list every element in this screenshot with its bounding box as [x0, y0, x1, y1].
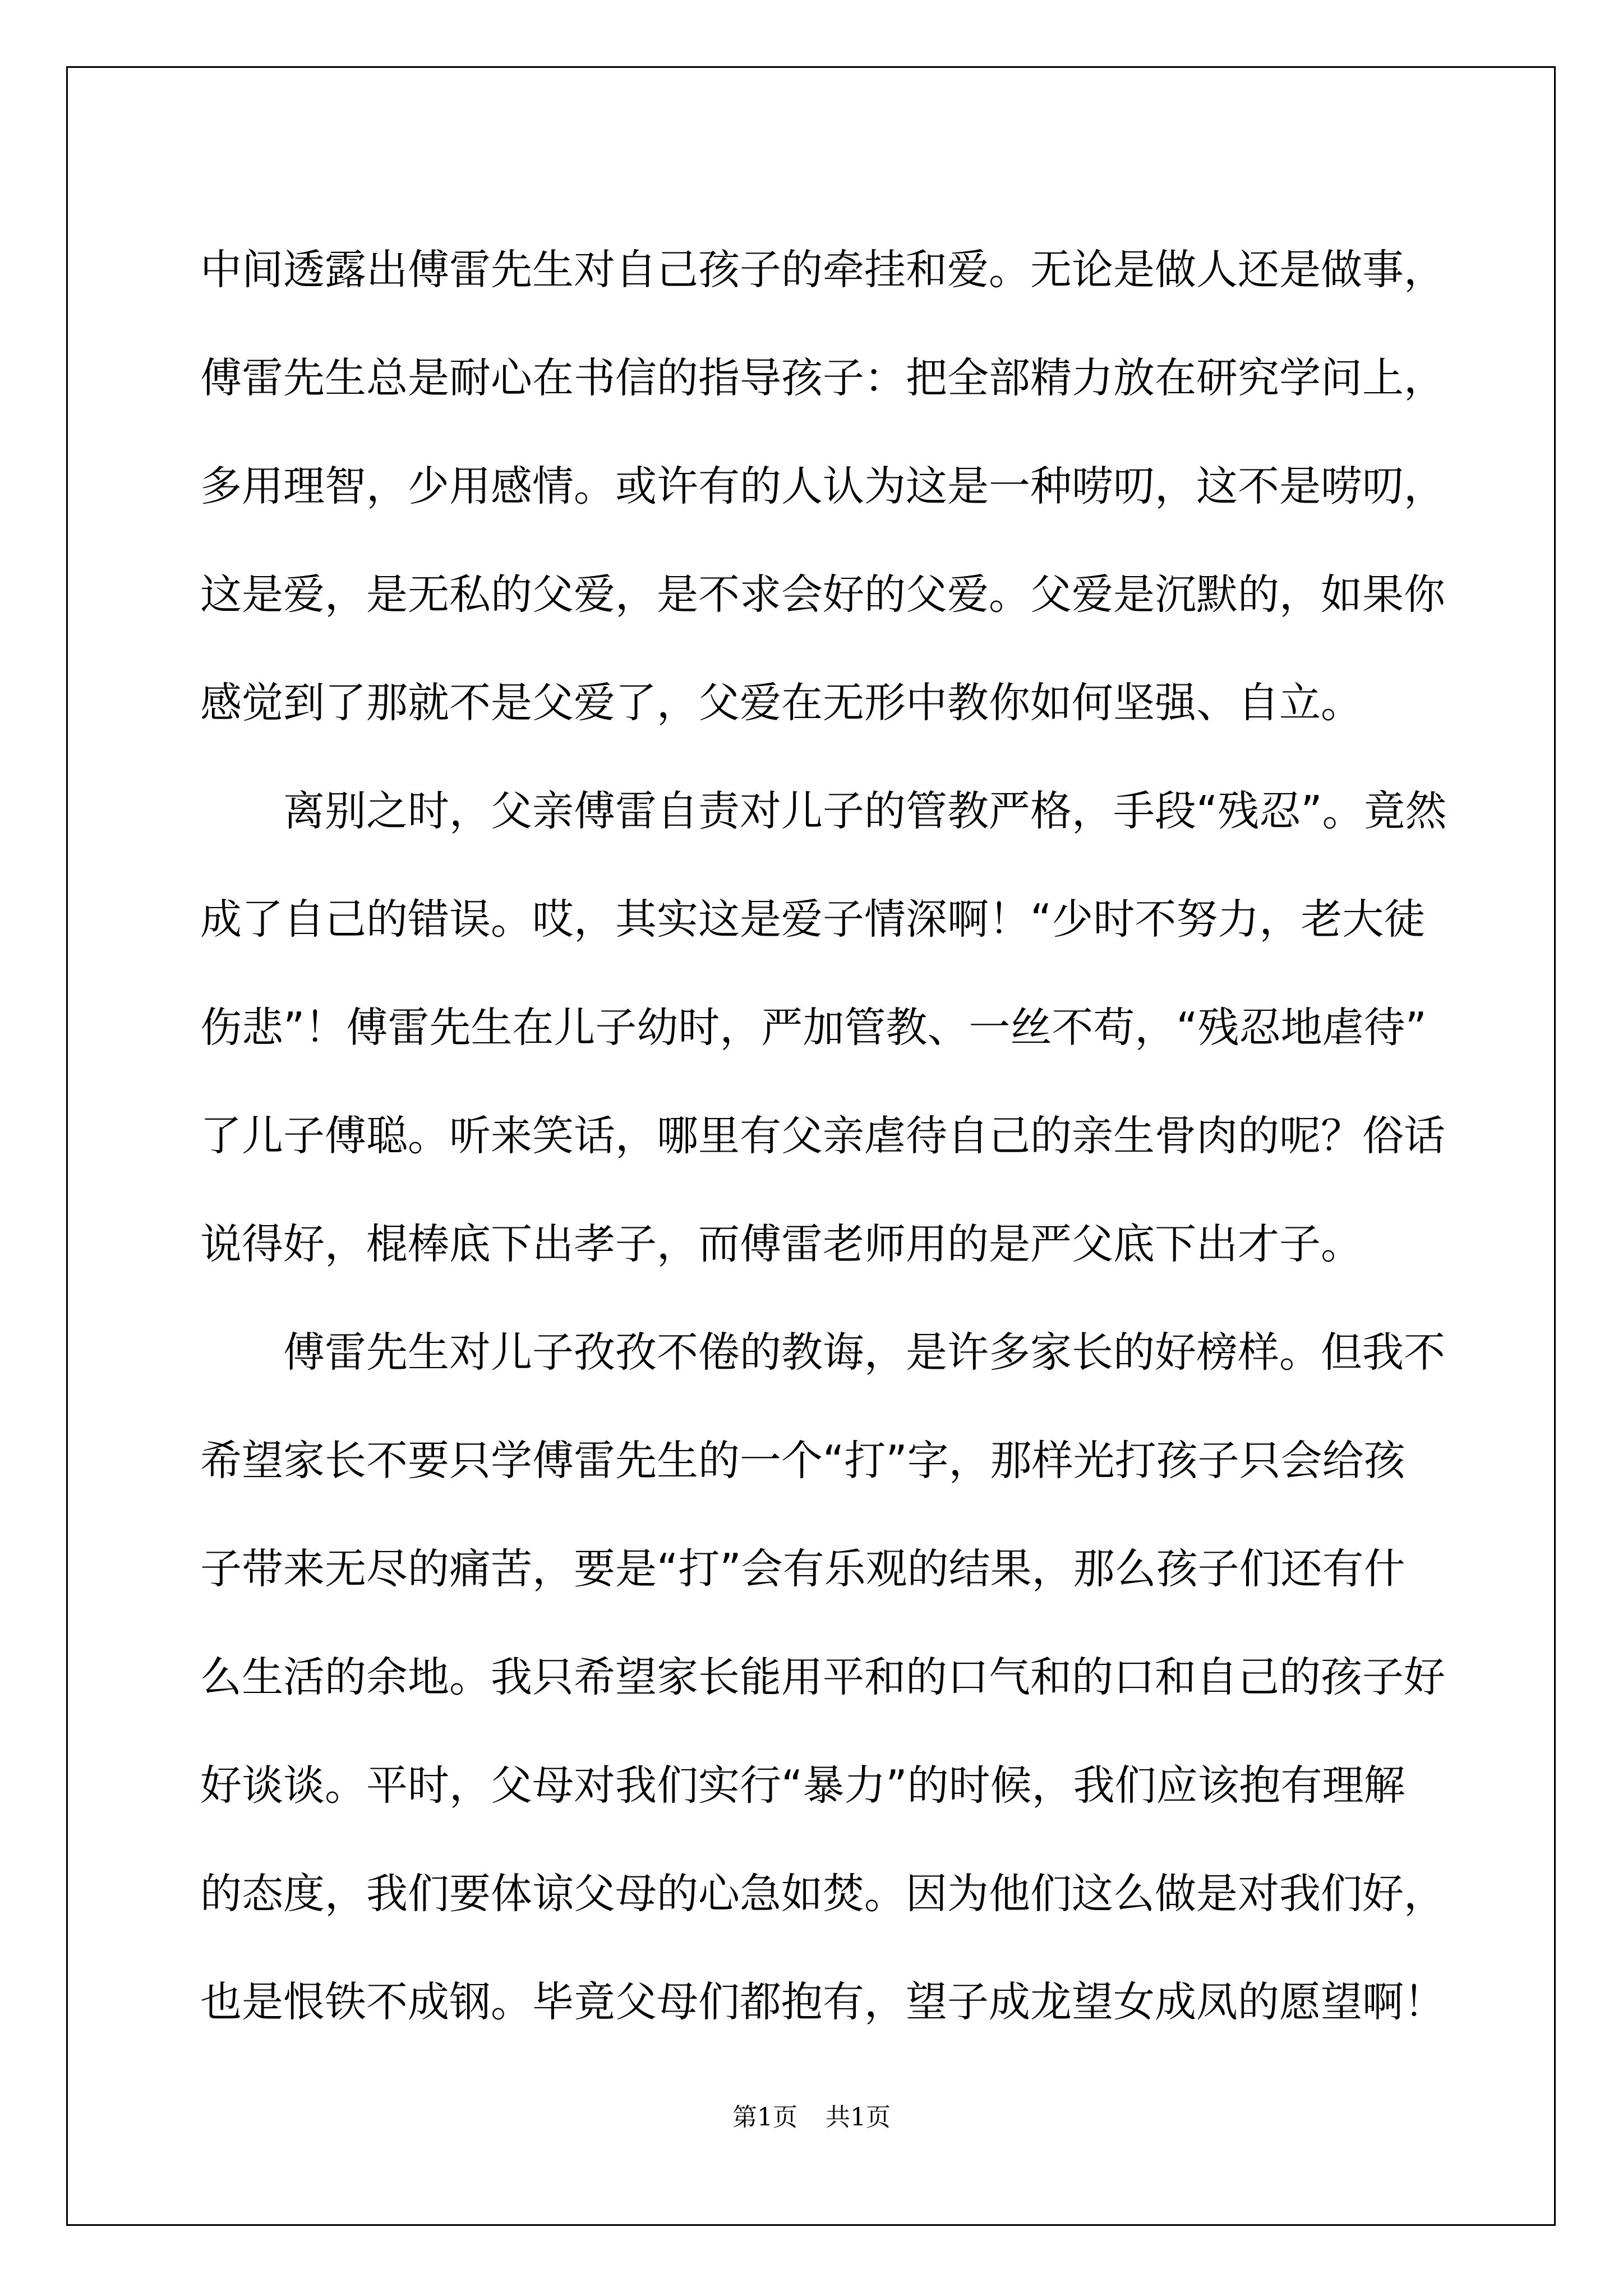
text-line: 感觉到了那就不是父爱了，父爱在无形中教你如何坚强、自立。: [200, 679, 1362, 727]
text-line: 子带来无尽的痛苦，要是“打”会有乐观的结果，那么孩子们还有什: [200, 1545, 1405, 1593]
page-number: 第1页: [732, 2103, 797, 2132]
text-line: 伤悲”！傅雷先生在儿子幼时，严加管教、一丝不苟，“残忍地虐待”: [200, 1004, 1427, 1052]
text-line: 这是爱，是无私的父爱，是不求会好的父爱。父爱是沉默的，如果你: [200, 570, 1445, 619]
text-line: 么生活的余地。我只希望家长能用平和的口气和的口和自己的孩子好: [200, 1653, 1445, 1701]
text-line: 也是恨铁不成钢。毕竟父母们都抱有，望子成龙望女成凤的愿望啊！: [200, 1978, 1445, 2026]
text-line: 的态度，我们要体谅父母的心急如焚。因为他们这么做是对我们好，: [200, 1870, 1445, 1918]
text-line: 说得好，棍棒底下出孝子，而傅雷老师用的是严父底下出才子。: [200, 1220, 1362, 1268]
text-line: 希望家长不要只学傅雷先生的一个“打”字，那样光打孩子只会给孩: [200, 1437, 1405, 1485]
text-line: 好谈谈。平时，父母对我们实行“暴力”的时候，我们应该抱有理解: [200, 1761, 1405, 1810]
text-line: 多用理智，少用感情。或许有的人认为这是一种唠叨，这不是唠叨，: [200, 462, 1445, 510]
text-line: 成了自己的错误。哎，其实这是爱子情深啊！“少时不努力，老大徒: [200, 895, 1426, 944]
page-footer: [0, 2101, 1623, 2134]
text-line: 傅雷先生总是耐心在书信的指导孩子：把全部精力放在研究学问上，: [200, 354, 1445, 402]
text-line: 离别之时，父亲傅雷自责对儿子的管教严格，手段“残忍”。竟然: [200, 787, 1447, 835]
text-line: 中间透露出傅雷先生对自己孩子的牵挂和爱。无论是做人还是做事，: [200, 246, 1445, 294]
text-line: 傅雷先生对儿子孜孜不倦的教诲，是许多家长的好榜样。但我不: [200, 1328, 1445, 1377]
text-line: 了儿子傅聪。听来笑话，哪里有父亲虐待自己的亲生骨肉的呢？俗话: [200, 1112, 1445, 1160]
document-body: [200, 216, 1447, 2056]
page-total: 共1页: [826, 2103, 891, 2132]
